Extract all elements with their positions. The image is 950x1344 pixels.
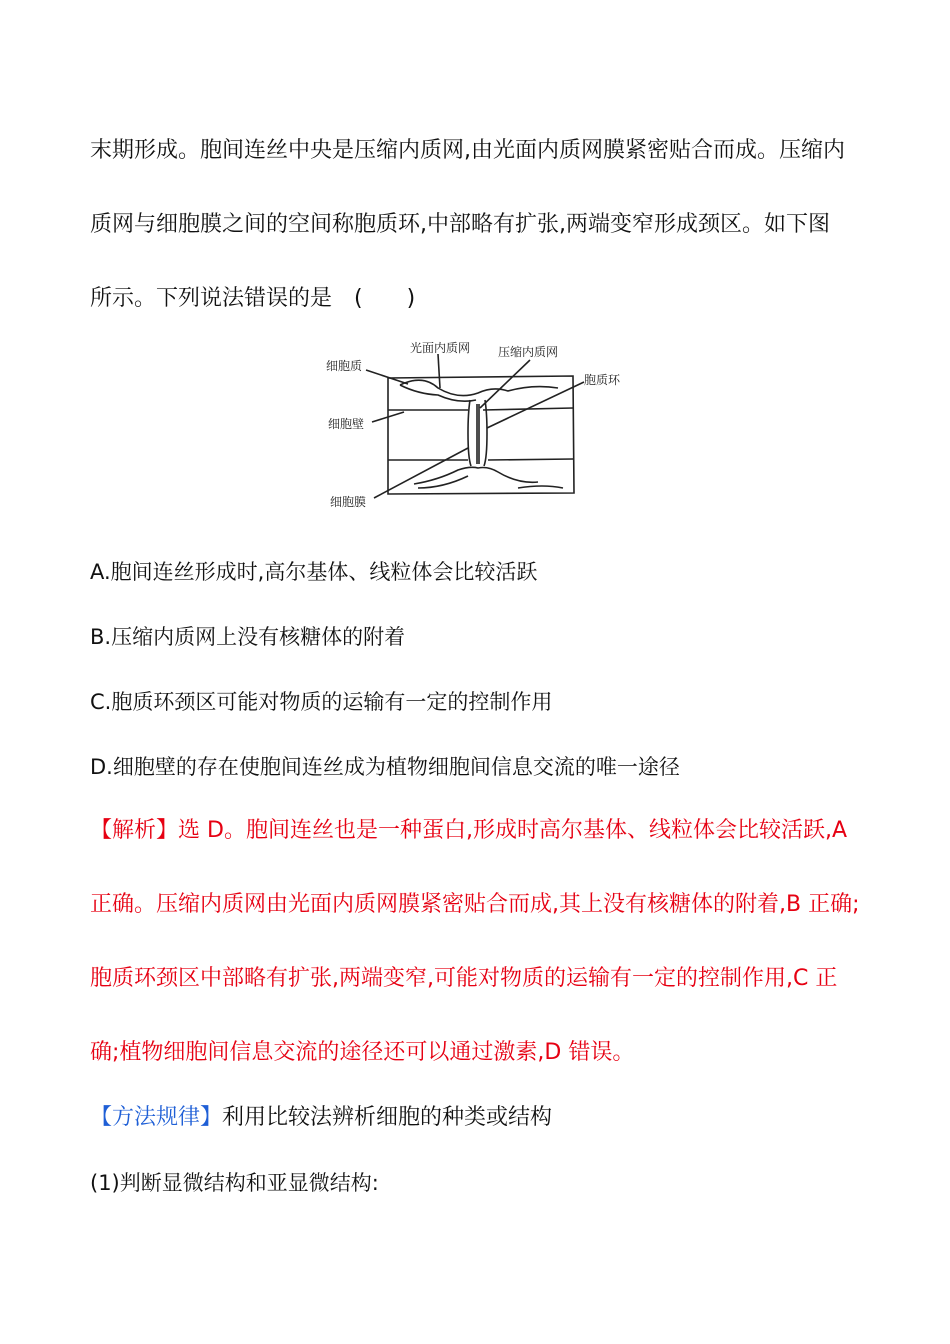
option-b: B.压缩内质网上没有核糖体的附着: [90, 625, 406, 649]
cell-wall-line-lower-right: [488, 459, 573, 460]
label-compressed-er: 压缩内质网: [498, 345, 559, 359]
option-a: A.胞间连丝形成时,高尔基体、线粒体会比较活跃: [90, 560, 538, 584]
plasmodesma-diagram: [318, 338, 638, 518]
leader-cytoplasm: [366, 370, 408, 384]
method-text: 利用比较法辨析细胞的种类或结构: [222, 1105, 553, 1130]
option-c: C.胞质环颈区可能对物质的运输有一定的控制作用: [90, 690, 553, 714]
sub-item-1: (1)判断显微结构和亚显微结构:: [90, 1171, 379, 1195]
label-smooth-er: 光面内质网: [410, 341, 471, 355]
analysis-line-2: 正确。压缩内质网由光面内质网膜紧密贴合而成,其上没有核糖体的附着,B 正确;: [90, 892, 860, 917]
label-cytoplasm: 细胞质: [326, 359, 363, 373]
label-plasma-ring: 胞质环: [584, 373, 621, 387]
analysis-line-1: [90, 816, 847, 846]
cell-membrane-bottom: [414, 467, 538, 484]
label-cell-wall: 细胞壁: [328, 417, 365, 431]
smooth-er-bottom-right: [518, 486, 563, 488]
leader-smooth-er: [438, 354, 440, 388]
question-stem-line-3: 所示。下列说法错误的是 ( ): [90, 286, 416, 311]
analysis-line-4: 确;植物细胞间信息交流的途径还可以通过激素,D 错误。: [90, 1040, 635, 1065]
analysis-line-3: 胞质环颈区中部略有扩张,两端变窄,可能对物质的运输有一定的控制作用,C 正: [90, 966, 838, 991]
analysis-tag: 【解析】: [90, 818, 179, 843]
label-cell-membrane: 细胞膜: [330, 495, 367, 509]
question-stem-line-1: 末期形成。胞间连丝中央是压缩内质网,由光面内质网膜紧密贴合而成。压缩内: [90, 138, 845, 163]
method-tag: 【方法规律】: [90, 1105, 223, 1130]
method-line: [90, 1103, 552, 1133]
option-d: D.细胞壁的存在使胞间连丝成为植物细胞间信息交流的唯一途径: [90, 755, 680, 779]
question-stem-line-2: 质网与细胞膜之间的空间称胞质环,中部略有扩张,两端变窄形成颈区。如下图: [90, 212, 830, 237]
leader-compressed-er: [480, 360, 530, 408]
plasmodesma-left-wall: [468, 400, 471, 466]
analysis-text-1: 选 D。胞间连丝也是一种蛋白,形成时高尔基体、线粒体会比较活跃,A: [178, 818, 847, 843]
